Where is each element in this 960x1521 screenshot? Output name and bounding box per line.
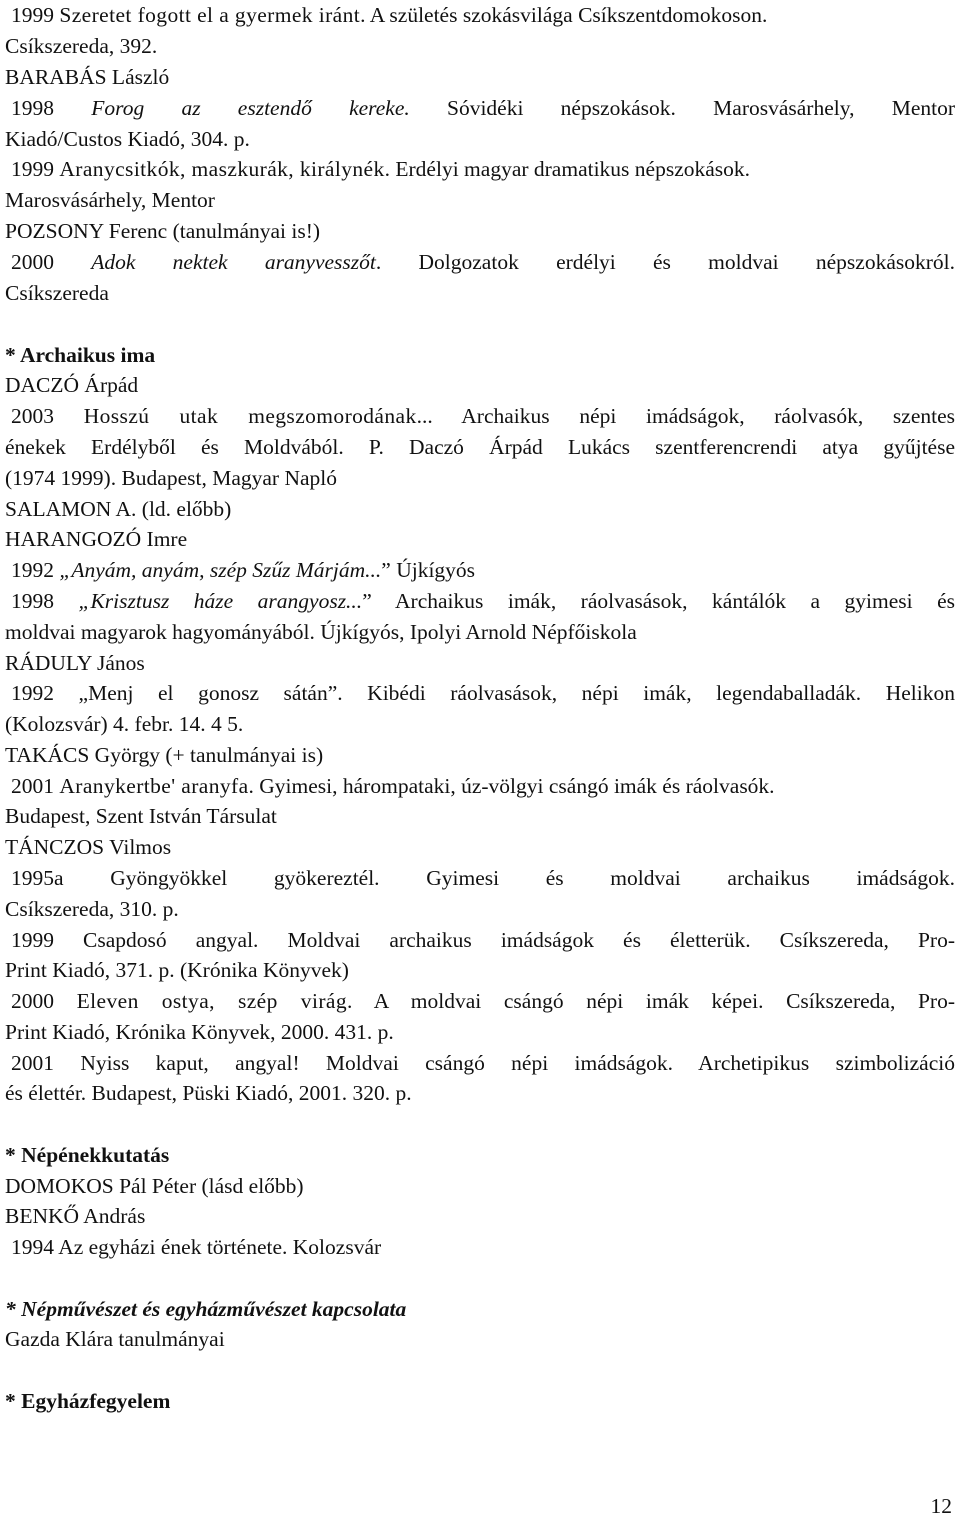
text-line [11, 679, 955, 707]
text-run: BARABÁS László [5, 65, 170, 89]
text-run: 2000 [11, 250, 92, 274]
author-heading [5, 217, 955, 245]
section-heading [5, 1295, 955, 1323]
text-run: és élettér. Budapest, Püski Kiadó, 2001. 320. p. [5, 1081, 412, 1105]
text-run: DOMOKOS Pál Péter (lásd előbb) [5, 1174, 304, 1198]
text-line [5, 618, 955, 646]
text-run: 2003 [11, 404, 84, 428]
text-line [11, 926, 955, 954]
text-run: Print Kiadó, 371. p. (Krónika Könyvek) [5, 958, 349, 982]
text-run: 1992 [11, 558, 60, 582]
text-line [5, 1018, 955, 1046]
page-number: 12 [930, 1494, 952, 1518]
author-heading [5, 63, 955, 91]
text-line [5, 1079, 955, 1107]
text-line [5, 802, 955, 830]
text-line [5, 433, 955, 461]
author-heading [5, 1172, 955, 1200]
text-run: . Dolgozatok erdélyi és moldvai népszokásokról. [375, 250, 955, 274]
text-run: POZSONY Ferenc (tanulmányai is!) [5, 219, 321, 243]
text-run: Sóvidéki népszokások. Marosvásárhely, Mentor [409, 96, 955, 120]
author-heading [5, 371, 955, 399]
text-run: (1974 1999). Budapest, Magyar Napló [5, 466, 337, 490]
text-run: . Gyimesi, hárompataki, úz-völgyi csángó imák és ráolvasók. [248, 774, 775, 798]
text-line [11, 587, 955, 615]
text-run: Print Kiadó, Krónika Könyvek, 2000. 431. p. [5, 1020, 394, 1044]
text-run: Aranycsitkók, maszkurák, királynék [59, 157, 385, 181]
text-run: 2000 [11, 989, 77, 1013]
text-line [11, 556, 955, 584]
text-line [11, 1049, 955, 1077]
text-line [11, 987, 955, 1015]
text-run: 1999 [11, 157, 60, 181]
text-run: Budapest, Szent István Társulat [5, 804, 277, 828]
text-run: RÁDULY János [5, 651, 145, 675]
author-heading [5, 741, 955, 769]
text-line [5, 125, 955, 153]
text-run: 1995a Gyöngyökkel gyökereztél. Gyimesi és moldvai archaikus imádságok. [11, 866, 955, 890]
text-run: Hosszú utak megszomorodának [83, 404, 417, 428]
text-run: TÁNCZOS Vilmos [5, 835, 172, 859]
text-run: Adok nektek aranyvesszőt [91, 250, 376, 274]
text-line [11, 864, 955, 892]
text-run: (Kolozsvár) 4. febr. 14. 4 5. [5, 712, 244, 736]
section-heading [5, 1141, 955, 1169]
author-heading [5, 495, 955, 523]
text-run: TAKÁCS György (+ tanulmányai is) [5, 743, 324, 767]
text-run: 2001 Nyiss kaput, angyal! Moldvai csángó népi imádságok. Archetipikus szimbolizáció [11, 1051, 955, 1075]
text-run: * Archaikus ima [5, 343, 156, 367]
text-line [11, 248, 955, 276]
text-run: Kiadó/Custos Kiadó, 304. p. [5, 127, 250, 151]
text-line [11, 1233, 955, 1261]
text-run: DACZÓ Árpád [5, 373, 139, 397]
text-run: Marosvásárhely, Mentor [5, 188, 215, 212]
text-run: . Erdélyi magyar dramatikus népszokások. [384, 157, 751, 181]
text-run: „Anyám, anyám, szép Szűz Márjám... [59, 558, 382, 582]
text-run: Csíkszereda [5, 281, 109, 305]
author-heading [5, 525, 955, 553]
text-run: 1992 „Menj el gonosz sátán”. Kibédi ráolvasások, népi imák, legendaballadák. Helikon [11, 681, 955, 705]
text-line [5, 956, 955, 984]
section-heading [5, 341, 955, 369]
text-run: * Egyházfegyelem [5, 1389, 171, 1413]
text-run: BENKŐ András [5, 1204, 146, 1228]
text-run: ” Archaikus imák, ráolvasások, kántálók a gyimesi és [362, 589, 955, 613]
text-run: énekek Erdélyből és Moldvából. P. Daczó Árpád Lukács szentferencrendi atya gyűjtése [5, 435, 955, 459]
text-run: Gazda Klára tanulmányai [5, 1327, 225, 1351]
text-run: . A moldvai csángó népi imák képei. Csíkszereda, Pro- [346, 989, 955, 1013]
text-run: 1999 Csapdosó angyal. Moldvai archaikus imádságok és életterük. Csíkszereda, Pro- [11, 928, 955, 952]
section-heading [5, 1387, 955, 1415]
text-line [5, 1325, 955, 1353]
text-line [5, 279, 955, 307]
author-heading [5, 649, 955, 677]
author-heading [5, 1202, 955, 1230]
text-line [5, 464, 955, 492]
text-run: HARANGOZÓ Imre [5, 527, 188, 551]
text-run: . A születés szokásvilága Csíkszentdomokoson. [360, 3, 768, 27]
text-run: 1994 Az egyházi ének története. Kolozsvár [11, 1235, 382, 1259]
text-run: Csíkszereda, 310. p. [5, 897, 179, 921]
text-line [5, 710, 955, 738]
author-heading [5, 833, 955, 861]
text-run: * Népénekkutatás [5, 1143, 170, 1167]
text-run: „Krisztusz háze arangyosz... [78, 589, 363, 613]
text-line [11, 772, 955, 800]
text-run: 1998 [11, 96, 92, 120]
text-line [11, 1, 955, 29]
text-run: ... Archaikus népi imádságok, ráolvasók, szentes [416, 404, 956, 428]
text-run: Csíkszereda, 392. [5, 34, 158, 58]
text-run: Forog az esztendő kereke. [91, 96, 410, 120]
text-line [5, 186, 955, 214]
text-run: Aranykertbe' aranyfa [59, 774, 249, 798]
text-run: Szeretet fogott el a gyermek iránt [59, 3, 361, 27]
text-run: 1998 [11, 589, 79, 613]
text-run: Eleven ostya, szép virág [76, 989, 347, 1013]
text-line [5, 895, 955, 923]
text-run: moldvai magyarok hagyományából. Újkígyós, Ipolyi Arnold Népfőiskola [5, 620, 637, 644]
text-line [11, 94, 955, 122]
text-run: SALAMON A. (ld. előbb) [5, 497, 232, 521]
text-run: 1999 [11, 3, 60, 27]
text-run: * Népművészet és egyházművészet kapcsolata [5, 1297, 407, 1321]
text-line [5, 32, 955, 60]
text-run: 2001 [11, 774, 60, 798]
text-run: ” Újkígyós [381, 558, 476, 582]
text-line [11, 402, 955, 430]
text-line [11, 155, 955, 183]
